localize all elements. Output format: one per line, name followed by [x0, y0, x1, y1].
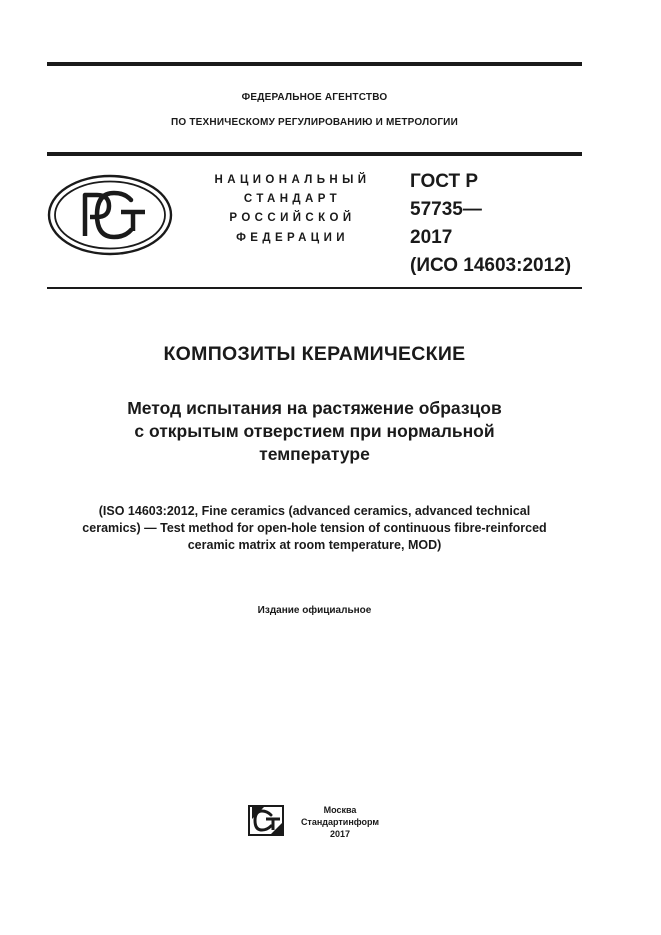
standartinform-logo-icon — [248, 803, 286, 837]
publisher-name: Стандартинформ — [300, 817, 380, 827]
header-rule — [47, 152, 582, 156]
publisher-city: Москва — [323, 805, 357, 815]
subtitle-line3: температуре — [259, 444, 370, 464]
agency-name-line2: ПО ТЕХНИЧЕСКОМУ РЕГУЛИРОВАНИЮ И МЕТРОЛОГИИ — [171, 117, 458, 128]
publisher-year: 2017 — [329, 829, 351, 839]
designation-line4: (ИСО 14603:2012) — [410, 255, 572, 276]
original-standard-line3: ceramic matrix at room temperature, MOD) — [187, 538, 442, 552]
original-standard-line2: ceramics) — Test method for open-hole tension of continuous fibre-reinforced — [82, 521, 547, 535]
designation-line3: 2017 — [410, 227, 453, 248]
standard-type-line4: ФЕДЕРАЦИИ — [236, 232, 349, 244]
designation-line1: ГОСТ Р — [410, 171, 479, 192]
standard-type-line3: РОССИЙСКОЙ — [229, 212, 356, 224]
edition-label: Издание официальное — [257, 605, 372, 616]
designation-rule — [47, 287, 582, 289]
document-title: КОМПОЗИТЫ КЕРАМИЧЕСКИЕ — [163, 343, 466, 365]
subtitle-line2: с открытым отверстием при нормальной — [134, 421, 495, 441]
standard-type-line1: НАЦИОНАЛЬНЫЙ — [214, 174, 371, 186]
top-rule — [47, 62, 582, 66]
gost-r-emblem-icon — [47, 174, 173, 256]
designation-line2: 57735— — [410, 199, 482, 220]
agency-name-line1: ФЕДЕРАЛЬНОЕ АГЕНТСТВО — [241, 92, 388, 103]
original-standard-line1: (ISO 14603:2012, Fine ceramics (advanced ceramics, advanced technical — [98, 504, 531, 518]
standard-type-line2: СТАНДАРТ — [243, 193, 342, 205]
subtitle-line1: Метод испытания на растяжение образцов — [127, 398, 502, 418]
